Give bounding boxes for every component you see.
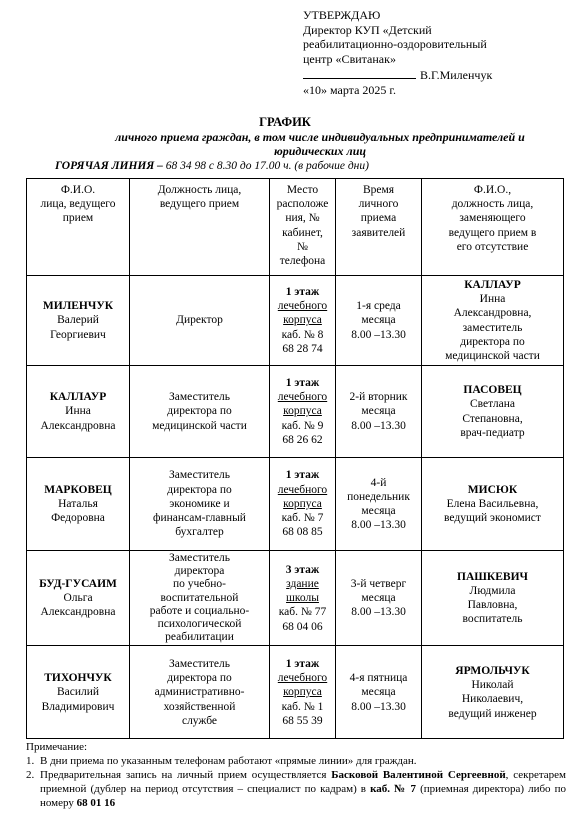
hotline-text: 68 34 98 с 8.30 до 17.00 ч. (в рабочие дни)	[162, 160, 369, 172]
note-text: В дни приема по указанным телефонам работают «прямые линии» для граждан.	[40, 755, 417, 767]
fio-cell: БУД-ГУСАИМ Ольга Александровна	[27, 551, 130, 646]
note-number: 1.	[26, 755, 35, 767]
approval-position-line: Директор КУП «Детский	[303, 22, 432, 37]
subtitle-line: юридических лиц	[273, 144, 367, 158]
location-cell: 1 этаж лечебного корпуса каб. № 8 68 28 74	[270, 276, 336, 366]
header-fio: Ф.И.О. лица, ведущего прием	[27, 179, 130, 276]
subtitle-line: личного приема граждан, в том числе индивидуальных предпринимателей и	[115, 130, 525, 144]
substitute-cell: ЯРМОЛЬЧУК Николай Николаевич, ведущий инженер	[422, 646, 564, 739]
position-cell: Заместитель директора по медицинской части	[130, 366, 270, 458]
time-cell: 4-й понедельник месяца 8.00 –13.30	[336, 458, 422, 551]
approval-heading: УТВЕРЖДАЮ	[303, 8, 381, 22]
time-cell: 2-й вторник месяца 8.00 –13.30	[336, 366, 422, 458]
approval-date: «10» марта 2025 г.	[303, 82, 396, 97]
header-position: Должность лица, ведущего прием	[130, 179, 270, 276]
table-row	[27, 551, 564, 646]
hotline-label: ГОРЯЧАЯ ЛИНИЯ –	[55, 160, 163, 172]
substitute-cell: ПАСОВЕЦ Светлана Степановна, врач-педиатр	[422, 366, 564, 458]
header-time: Время личного приема заявителей	[336, 179, 422, 276]
position-cell: Директор	[130, 276, 270, 366]
location-cell: 1 этаж лечебного корпуса каб. № 1 68 55 39	[270, 646, 336, 739]
notes-heading: Примечание:	[26, 741, 88, 753]
fio-cell: КАЛЛАУР Инна Александровна	[27, 366, 130, 458]
fio-cell: МИЛЕНЧУК Валерий Георгиевич	[27, 276, 130, 366]
time-cell: 3-й четверг месяца 8.00 –13.30	[336, 551, 422, 646]
table-row	[27, 458, 564, 551]
table-row	[27, 366, 564, 458]
note-number: 2.	[26, 769, 35, 781]
position-cell: Заместитель директора по административно- хозяйственной службе	[130, 646, 270, 739]
table-row	[27, 646, 564, 739]
table-header-row	[27, 179, 564, 276]
header-substitute: Ф.И.О., должность лица, заменяющего ведущего прием в его отсутствие	[422, 179, 564, 276]
phone-number: 68 01 16	[76, 797, 116, 809]
signer-name: В.Г.Миленчук	[420, 68, 493, 82]
time-cell: 1-я среда месяца 8.00 –13.30	[336, 276, 422, 366]
substitute-cell: МИСЮК Елена Васильевна, ведущий экономист	[422, 458, 564, 551]
signature-line	[303, 66, 563, 83]
position-cell: Заместитель директора по экономике и финансам-главный бухгалтер	[130, 458, 270, 551]
position-cell: Заместитель директора по учебно- воспитательной работе и социально- психологической реабилитации	[130, 551, 270, 646]
table-row	[27, 276, 564, 366]
document-title: ГРАФИК	[259, 115, 311, 129]
approval-org-line: реабилитационно-оздоровительный	[303, 37, 487, 51]
location-cell: 1 этаж лечебного корпуса каб. № 7 68 08 85	[270, 458, 336, 551]
header-location: Место расположе ния, № кабинет, № телефона	[270, 179, 336, 276]
schedule-table	[26, 178, 564, 739]
hotline	[55, 160, 369, 172]
location-cell: 3 этаж здание школы каб. № 77 68 04 06	[270, 551, 336, 646]
secretary-name: Басковой Валентиной Сергеевной	[331, 769, 506, 781]
note-text: Предварительная запись на личный прием осуществляется Басковой Валентиной Сергеевной, секретарем приемной (дублер на период отсутствия – специалист по кадрам) в каб. № 7 (приемная директора) либо по номеру 68 01 16	[40, 769, 567, 809]
note-item	[26, 768, 566, 810]
substitute-cell: КАЛЛАУР Инна Александровна, заместитель директора по медицинской части	[422, 276, 564, 366]
approval-block	[303, 8, 563, 97]
room-number: каб. № 7	[370, 783, 416, 795]
notes-section	[26, 740, 566, 810]
note-item	[26, 754, 566, 768]
fio-cell: МАРКОВЕЦ Наталья Федоровна	[27, 458, 130, 551]
substitute-cell: ПАШКЕВИЧ Людмила Павловна, воспитатель	[422, 551, 564, 646]
time-cell: 4-я пятница месяца 8.00 –13.30	[336, 646, 422, 739]
location-cell: 1 этаж лечебного корпуса каб. № 9 68 26 62	[270, 366, 336, 458]
approval-org-name: центр «Свитанак»	[303, 51, 396, 66]
document-subtitle	[80, 130, 560, 158]
fio-cell: ТИХОНЧУК Василий Владимирович	[27, 646, 130, 739]
signature-underline	[303, 66, 416, 79]
